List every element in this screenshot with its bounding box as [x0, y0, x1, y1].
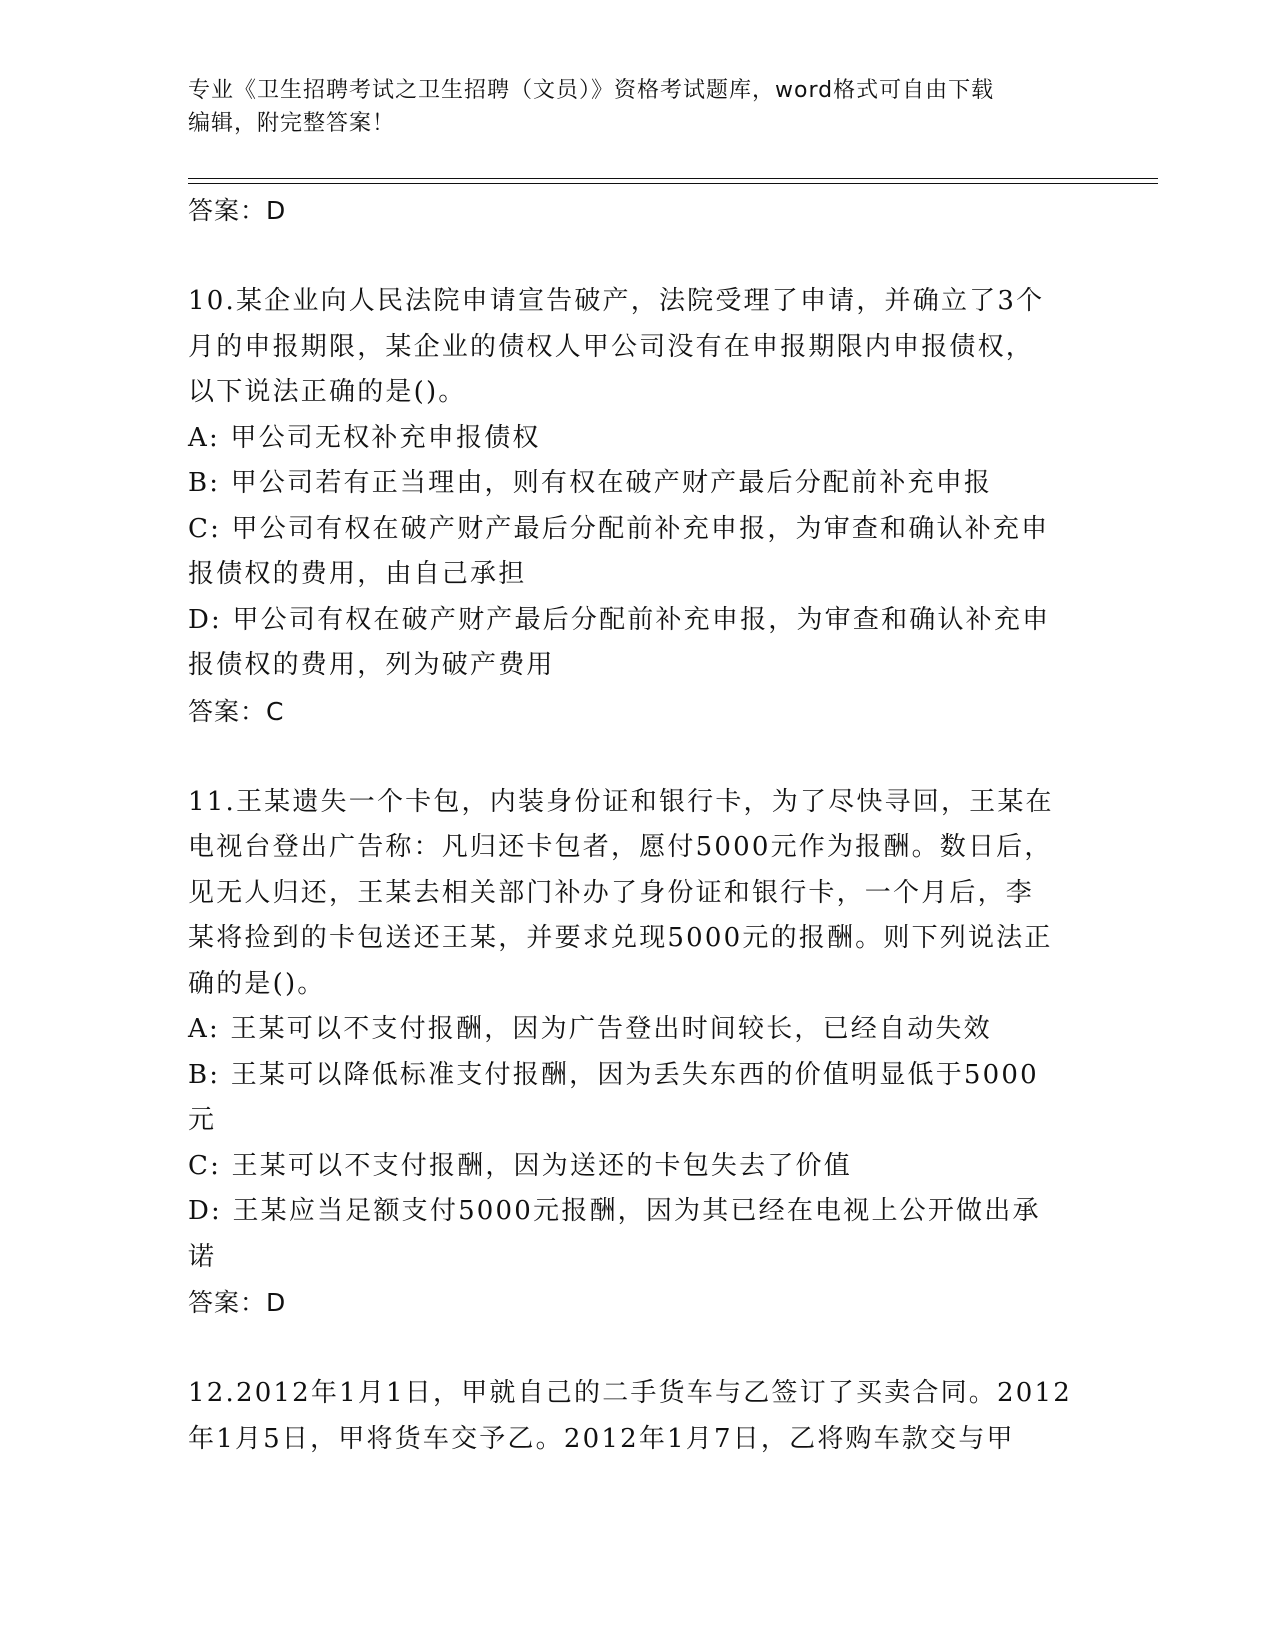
option-a: A: 甲公司无权补充申报债权	[188, 422, 541, 453]
question-stem-line: 见无人归还，王某去相关部门补办了身份证和银行卡，一个月后，李	[188, 877, 1035, 908]
question-stem-line: 10.某企业向人民法院申请宣告破产，法院受理了申请，并确立了3个	[188, 286, 1045, 316]
spacer	[188, 234, 1088, 280]
question-stem-line: 以下说法正确的是()。	[188, 377, 467, 407]
answer: 答案：C	[188, 696, 285, 726]
header-line: 编辑，附完整答案！	[188, 111, 396, 136]
question-stem-line: 电视台登出广告称：凡归还卡包者，愿付5000元作为报酬。数日后，	[188, 832, 1053, 862]
option-d: D: 王某应当足额支付5000元报酬，因为其已经在电视上公开做出承	[188, 1196, 1041, 1226]
previous-answer: 答案：D	[188, 196, 287, 225]
question-stem-line: 11.王某遗失一个卡包，内装身份证和银行卡，为了尽快寻回，王某在	[188, 786, 1054, 817]
spacer	[188, 734, 1088, 780]
document-header	[188, 74, 1088, 140]
option-a: A: 王某可以不支付报酬，因为广告登出时间较长，已经自动失效	[188, 1014, 992, 1044]
option-b: B: 王某可以降低标准支付报酬，因为丢失东西的价值明显低于5000	[188, 1059, 1039, 1090]
option-b: B: 甲公司若有正当理由，则有权在破产财产最后分配前补充申报	[188, 468, 993, 498]
question-11	[188, 780, 1088, 1326]
option-d: D: 甲公司有权在破产财产最后分配前补充申报，为审查和确认补充申	[188, 604, 1051, 635]
spacer	[188, 1326, 1088, 1372]
question-stem-line: 确的是()。	[188, 968, 326, 999]
option-b-continued: 元	[188, 1105, 217, 1135]
option-c: C: 王某可以不支付报酬，因为送还的卡包失去了价值	[188, 1150, 852, 1181]
question-stem-line: 年1月5日，甲将货车交予乙。2012年1月7日，乙将购车款交与甲	[188, 1423, 1015, 1454]
option-d-continued: 报债权的费用，列为破产费用	[188, 650, 555, 680]
question-stem-line: 12.2012年1月1日，甲就自己的二手货车与乙签订了买卖合同。2012	[188, 1378, 1072, 1408]
option-c-continued: 报债权的费用，由自己承担	[188, 559, 527, 589]
header-line: 专业《卫生招聘考试之卫生招聘（文员）》资格考试题库，word格式可自由下载	[188, 78, 995, 103]
question-10	[188, 279, 1088, 734]
header-rule-top	[188, 178, 1158, 179]
header-rule-bottom	[188, 183, 1158, 184]
question-stem-line: 月的申报期限，某企业的债权人甲公司没有在申报期限内申报债权，	[188, 331, 1035, 362]
answer: 答案：D	[188, 1288, 287, 1317]
question-stem-line: 某将捡到的卡包送还王某，并要求兑现5000元的报酬。则下列说法正	[188, 923, 1053, 953]
option-c: C: 甲公司有权在破产财产最后分配前补充申报，为审查和确认补充申	[188, 513, 1050, 544]
document-body	[188, 188, 1088, 1462]
question-12	[188, 1371, 1088, 1462]
option-d-continued: 诺	[188, 1241, 217, 1272]
